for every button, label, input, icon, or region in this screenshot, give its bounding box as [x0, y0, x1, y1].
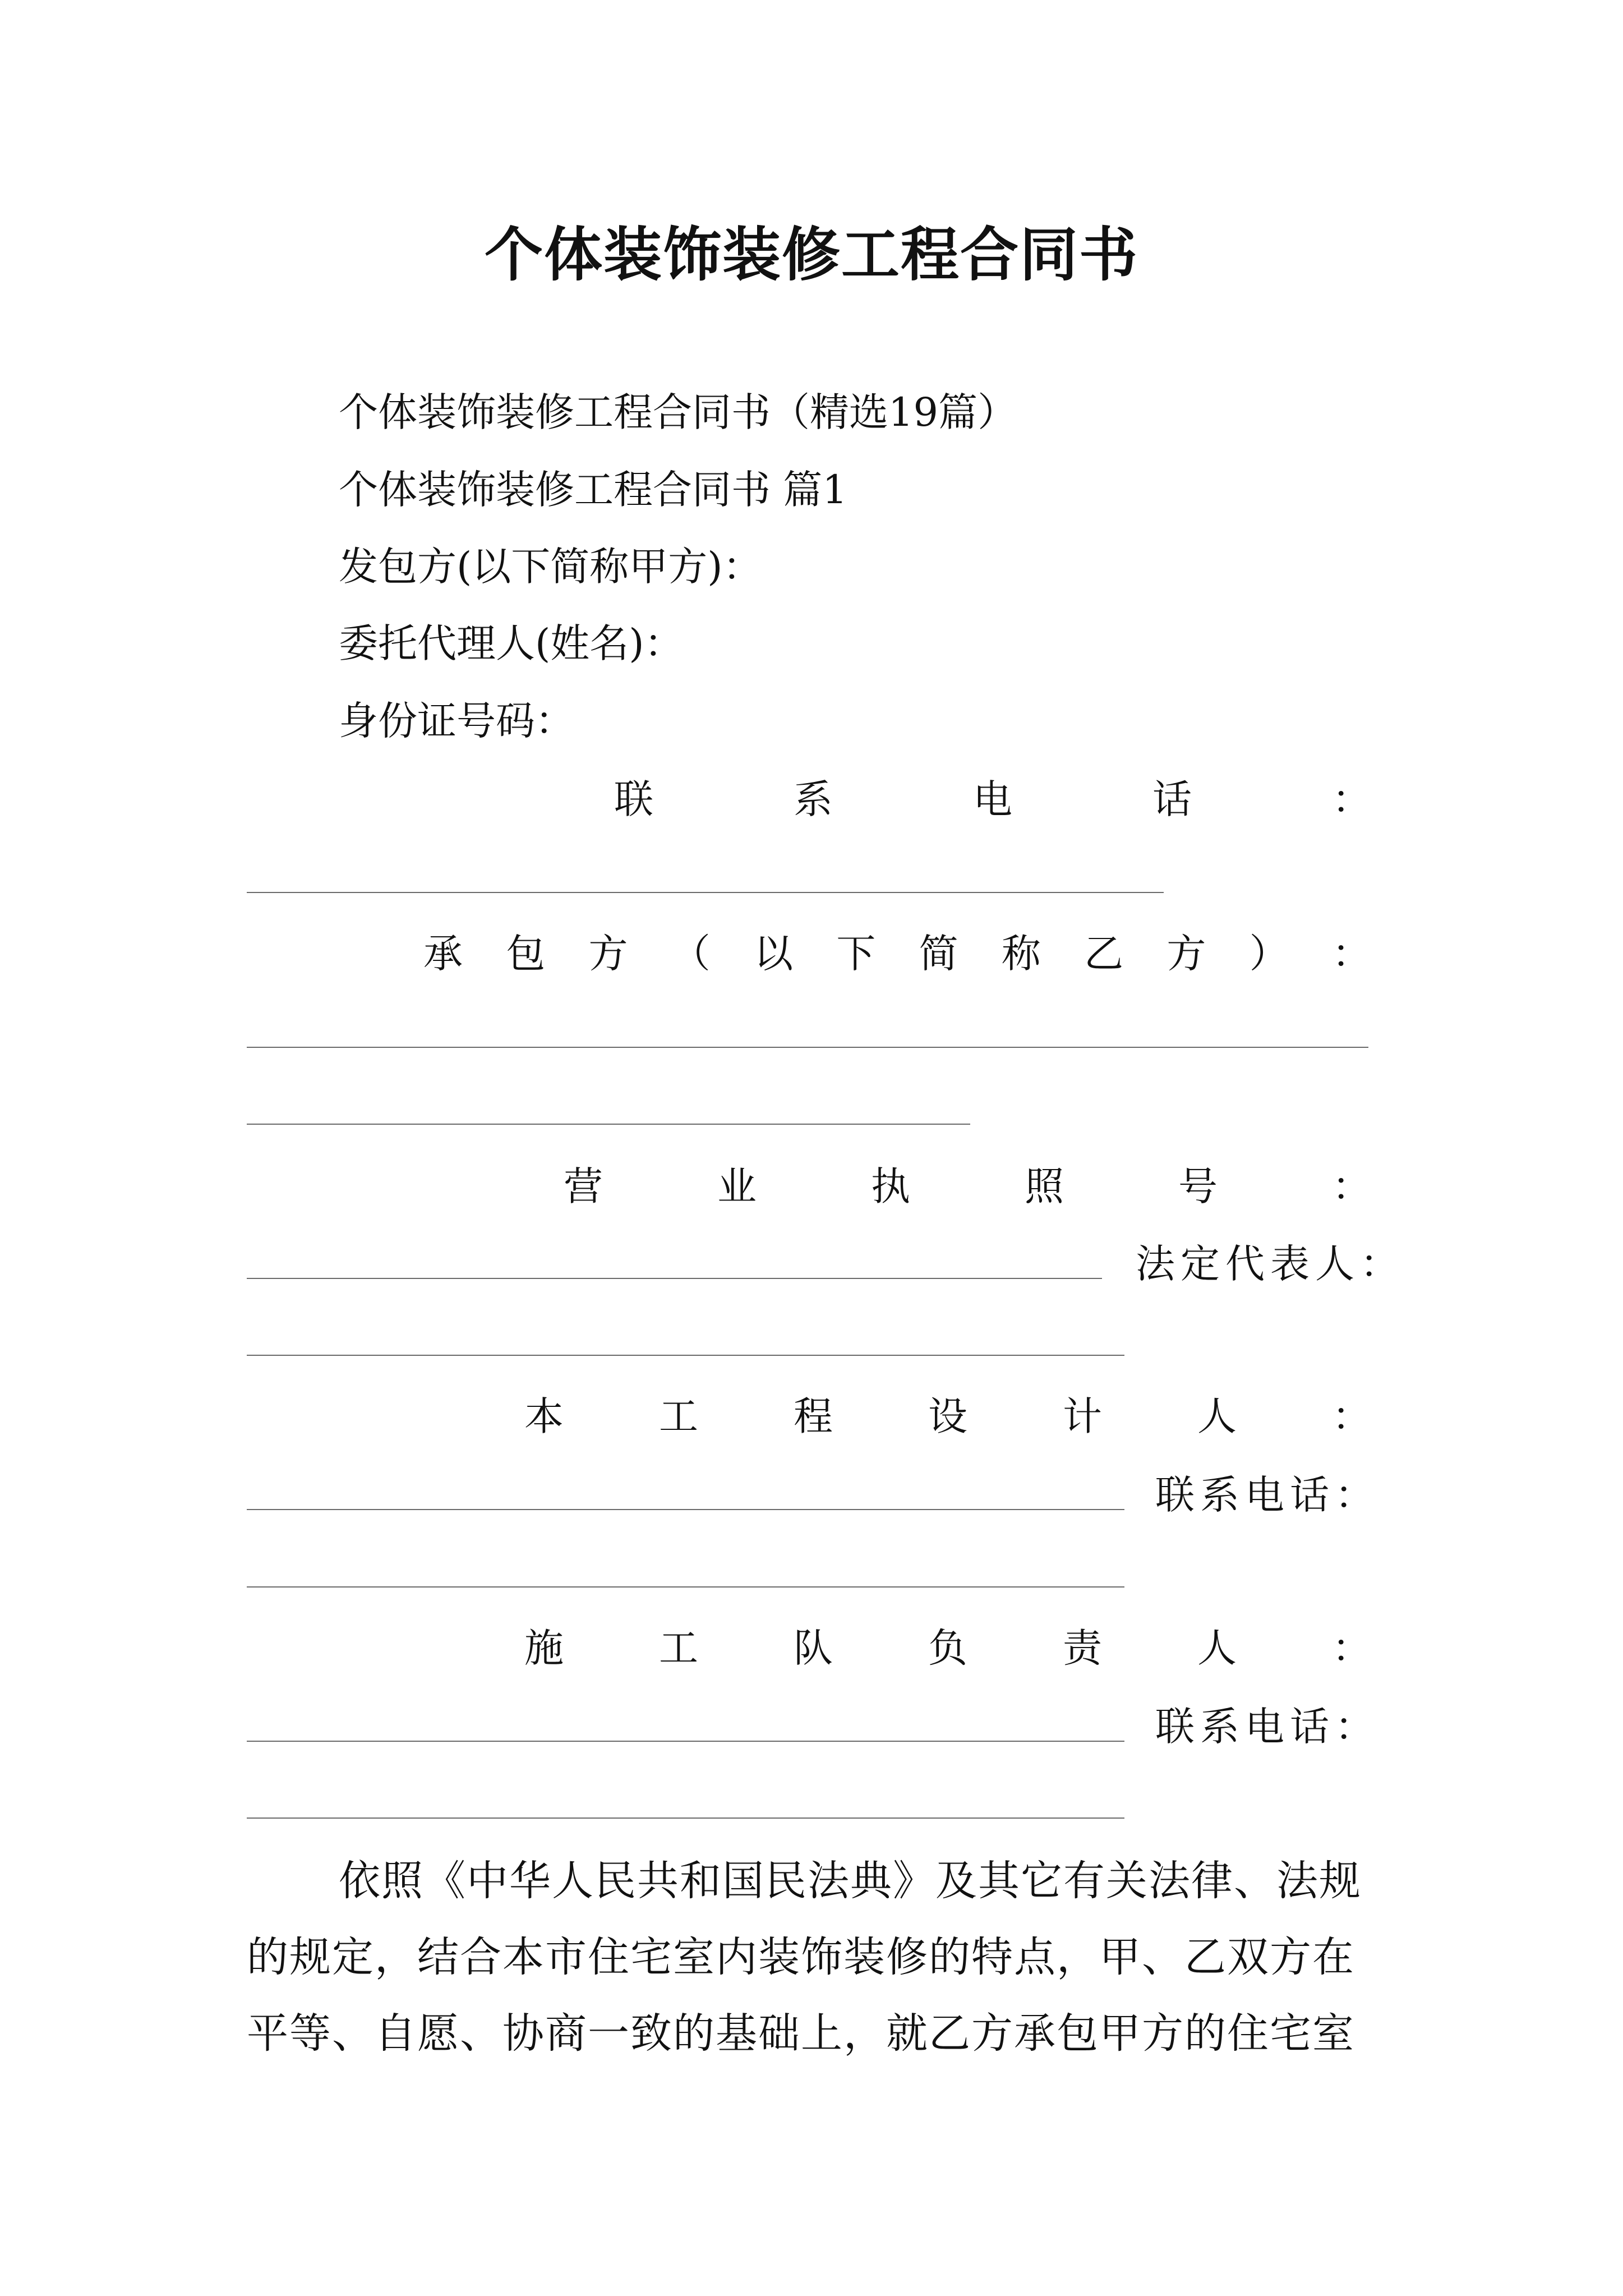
spread-char: 负 [928, 1625, 967, 1671]
spread-char: 业 [717, 1163, 757, 1209]
spread-char: 话 [1152, 776, 1192, 822]
blank-underline [247, 1509, 1124, 1510]
party-a-line: 发包方(以下简称甲方)： [339, 544, 762, 590]
spread-char: 施 [524, 1625, 564, 1671]
spread-char: 本 [524, 1393, 564, 1439]
license-label-spread [564, 1163, 1371, 1209]
spread-char: 系 [794, 776, 833, 822]
spread-char: 下 [836, 931, 876, 977]
body-paragraph [247, 1843, 1391, 2072]
blank-underline [247, 1586, 1124, 1588]
spread-char: 方 [588, 931, 628, 977]
spread-char: 责 [1063, 1625, 1102, 1671]
spread-char: 乙 [1084, 931, 1124, 977]
blank-underline [247, 1278, 1102, 1279]
spread-char: ： [1332, 1393, 1371, 1439]
spread-char: 工 [659, 1393, 698, 1439]
spread-char: ： [1332, 776, 1371, 822]
phone-label-spread [614, 776, 1371, 822]
spread-char: 照 [1025, 1163, 1064, 1209]
spread-char: 承 [423, 931, 463, 977]
spread-char: 工 [659, 1625, 698, 1671]
spread-char: （ [671, 931, 711, 977]
id-number-line: 身份证号码： [339, 698, 574, 744]
spread-char: 设 [928, 1393, 967, 1439]
agent-line: 委托代理人(姓名)： [339, 620, 684, 666]
spread-char: 执 [871, 1163, 910, 1209]
blank-underline [247, 1124, 970, 1125]
spread-char: 营 [564, 1163, 603, 1209]
spread-char: ： [1331, 931, 1371, 977]
spread-char: ） [1249, 931, 1289, 977]
party-b-label-spread [423, 931, 1371, 977]
blank-underline [247, 1355, 1124, 1356]
legal-rep-label: 法定代表人： [1136, 1241, 1405, 1287]
spread-char: 电 [973, 776, 1012, 822]
spread-char: ： [1332, 1625, 1371, 1671]
paragraph-text: 依照《中华人民共和国民法典》及其它有关法律、法规的规定，结合本市住宅室内装饰装修的特点，甲、乙双方在平等、自愿、协商一致的基础上，就乙方承包甲方的住宅室 [247, 1857, 1362, 2058]
spread-char: 简 [919, 931, 958, 977]
spread-char: 人 [1197, 1625, 1237, 1671]
blank-underline [247, 892, 1164, 893]
spread-char: ： [1332, 1163, 1371, 1209]
document-title: 个体装饰装修工程合同书 [484, 220, 1138, 289]
spread-char: 队 [794, 1625, 833, 1671]
spread-char: 称 [1001, 931, 1041, 977]
blank-underline [247, 1818, 1124, 1819]
spread-char: 联 [614, 776, 653, 822]
spread-char: 号 [1178, 1163, 1218, 1209]
spread-char: 程 [794, 1393, 833, 1439]
part-line: 个体装饰装修工程合同书 篇1 [339, 467, 847, 513]
designer-label-spread [524, 1393, 1371, 1439]
team-phone-label: 联系电话： [1155, 1704, 1380, 1750]
spread-char: 以 [754, 931, 794, 977]
designer-phone-label: 联系电话： [1155, 1472, 1380, 1518]
heading-line: 个体装饰装修工程合同书（精选19篇） [339, 389, 1017, 435]
spread-char: 人 [1197, 1393, 1237, 1439]
blank-underline [247, 1741, 1124, 1742]
spread-char: 包 [506, 931, 546, 977]
blank-underline [247, 1047, 1368, 1048]
spread-char: 计 [1063, 1393, 1102, 1439]
spread-char: 方 [1166, 931, 1206, 977]
team-leader-label-spread [524, 1625, 1371, 1671]
